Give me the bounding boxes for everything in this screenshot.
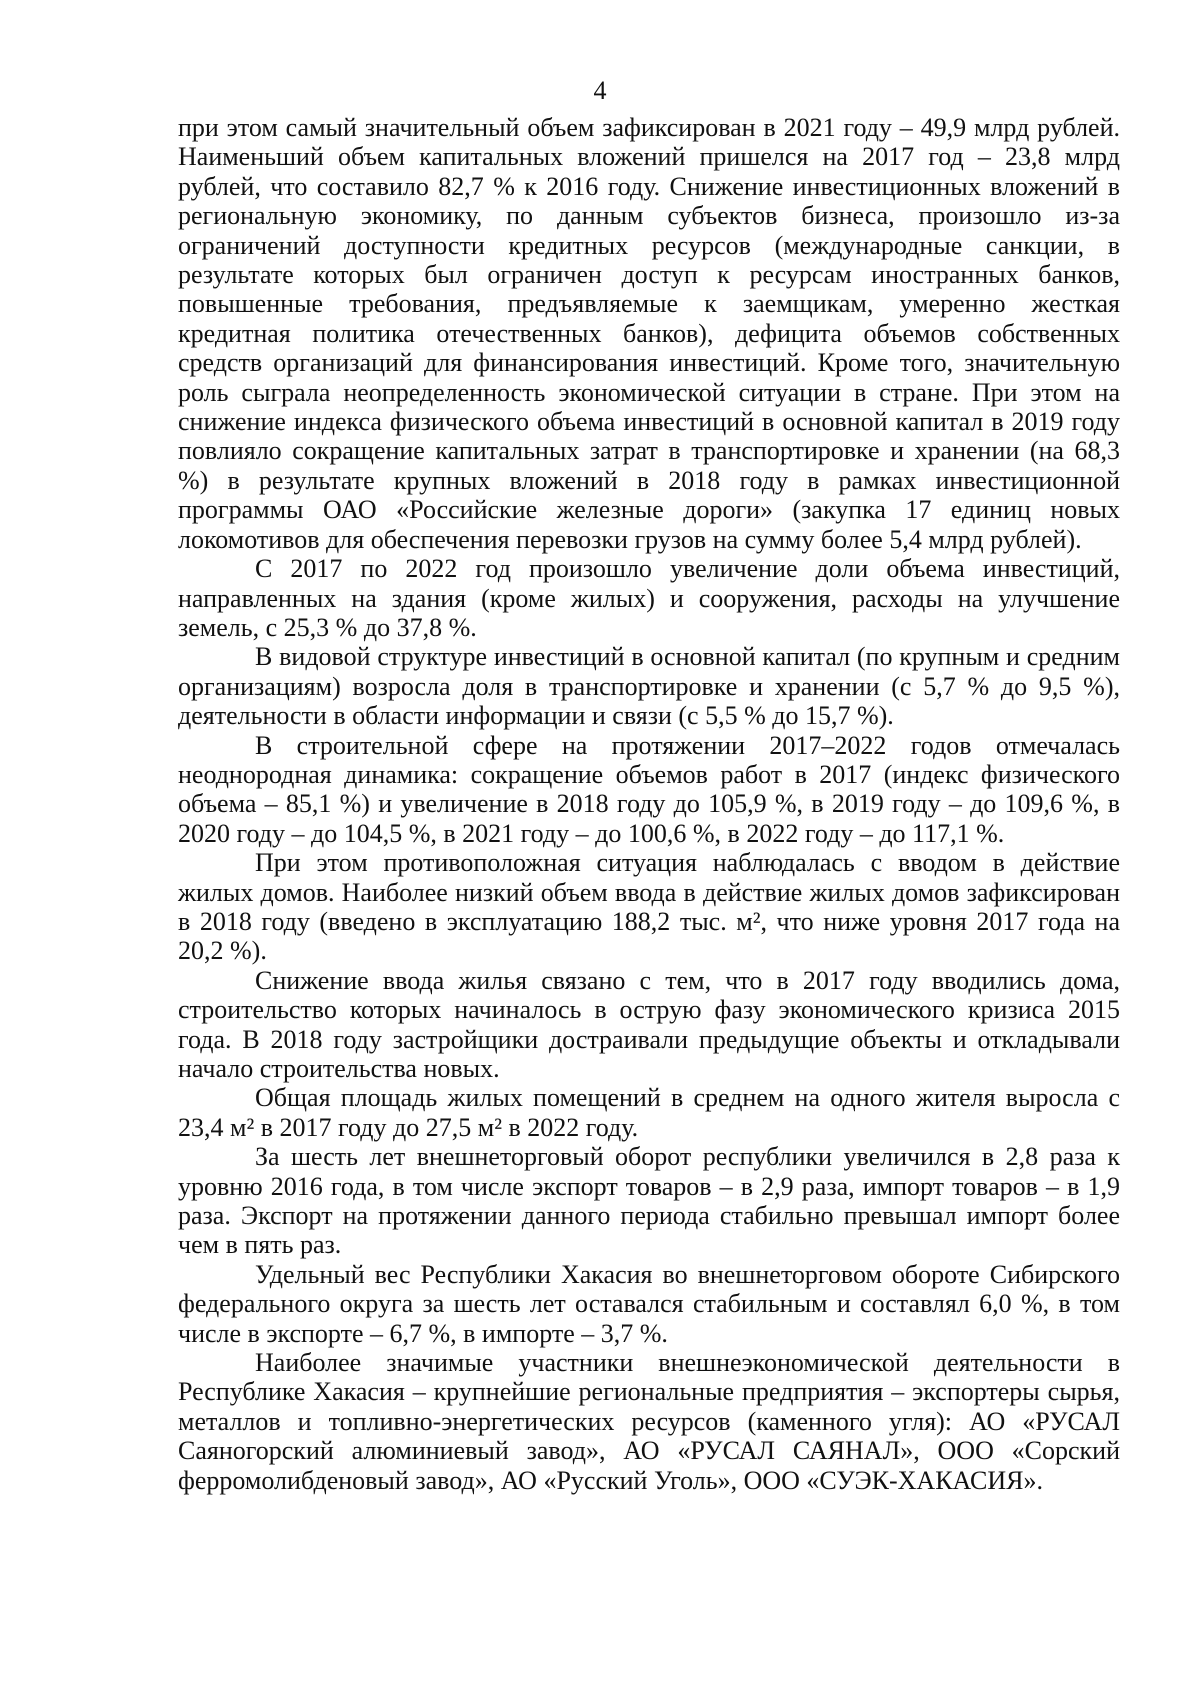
paragraph-living-space: Общая площадь жилых помещений в среднем на одного жителя выросла с 23,4 м² в 2017 году до 27,5 м² в 2022 году. [178, 1083, 1120, 1142]
paragraph-investment-dynamics: при этом самый значительный объем зафиксирован в 2021 году – 49,9 млрд рублей. Наименьший объем капитальных вложений пришелся на 2017 год – 23,8 млрд рублей, что составило 82,7 % к 2016 году. Снижение инвестиционных вложений в региональную экономику, по данным субъектов бизнеса, произошло из-за ограничений доступности кредитных ресурсов (международные санкции, в результате которых был ограничен доступ к ресурсам иностранных банков, повышенные требования, предъявляемые к заемщикам, умеренно жесткая кредитная политика отечественных банков), дефицита объемов собственных средств организаций для финансирования инвестиций. Кроме того, значительную роль сыграла неопределенность экономической ситуации в стране. При этом на снижение индекса физического объема инвестиций в основной капитал в 2019 году повлияло сокращение капитальных затрат в транспортировке и хранении (на 68,3 %) в результате крупных вложений в 2018 году в рамках инвестиционной программы ОАО «Российские железные дороги» (закупка 17 единиц новых локомотивов для обеспечения перевозки грузов на сумму более 5,4 млрд рублей). [178, 113, 1120, 554]
page-number: 4 [593, 76, 607, 105]
paragraph-housing-commissioning: При этом противоположная ситуация наблюдалась с вводом в действие жилых домов. Наиболее низкий объем ввода в действие жилых домов зафиксирован в 2018 году (введено в эксплуатацию 188,2 тыс. м², что ниже уровня 2017 года на 20,2 %). [178, 848, 1120, 966]
paragraph-trade-share: Удельный вес Республики Хакасия во внешнеторговом обороте Сибирского федерального округа за шесть лет оставался стабильным и составлял 6,0 %, в том числе в экспорте – 6,7 %, в импорте – 3,7 %. [178, 1259, 1120, 1348]
paragraph-construction-sector: В строительной сфере на протяжении 2017–2022 годов отмечалась неоднородная динамика: сокращение объемов работ в 2017 (индекс физического объема – 85,1 %) и увеличение в 2018 году до 105,9 %, в 2019 году – до 109,6 %, в 2020 году – до 104,5 %, в 2021 году – до 100,6 %, в 2022 году – до 117,1 %. [178, 730, 1120, 848]
paragraph-housing-decline-reason: Снижение ввода жилья связано с тем, что в 2017 году вводились дома, строительство которых начиналось в острую фазу экономического кризиса 2015 года. В 2018 году застройщики достраивали предыдущие объекты и откладывали начало строительства новых. [178, 965, 1120, 1083]
document-body [178, 113, 1120, 1495]
paragraph-trade-participants: Наиболее значимые участники внешнеэкономической деятельности в Республике Хакасия – крупнейшие региональные предприятия – экспортеры сырья, металлов и топливно-энергетических ресурсов (каменного угля): АО «РУСАЛ Саяногорский алюминиевый завод», АО «РУСАЛ САЯНАЛ», ООО «Сорский ферромолибденовый завод», АО «Русский Уголь», ООО «СУЭК-ХАКАСИЯ». [178, 1348, 1120, 1495]
paragraph-buildings-share: С 2017 по 2022 год произошло увеличение доли объема инвестиций, направленных на здания (кроме жилых) и сооружения, расходы на улучшение земель, с 25,3 % до 37,8 %. [178, 554, 1120, 642]
paragraph-investment-structure: В видовой структуре инвестиций в основной капитал (по крупным и средним организациям) возросла доля в транспортировке и хранении (с 5,7 % до 9,5 %), деятельности в области информации и связи (с 5,5 % до 15,7 %). [178, 642, 1120, 731]
paragraph-foreign-trade: За шесть лет внешнеторговый оборот республики увеличился в 2,8 раза к уровню 2016 года, в том числе экспорт товаров – в 2,9 раза, импорт товаров – в 1,9 раза. Экспорт на протяжении данного периода стабильно превышал импорт более чем в пять раз. [178, 1142, 1120, 1260]
